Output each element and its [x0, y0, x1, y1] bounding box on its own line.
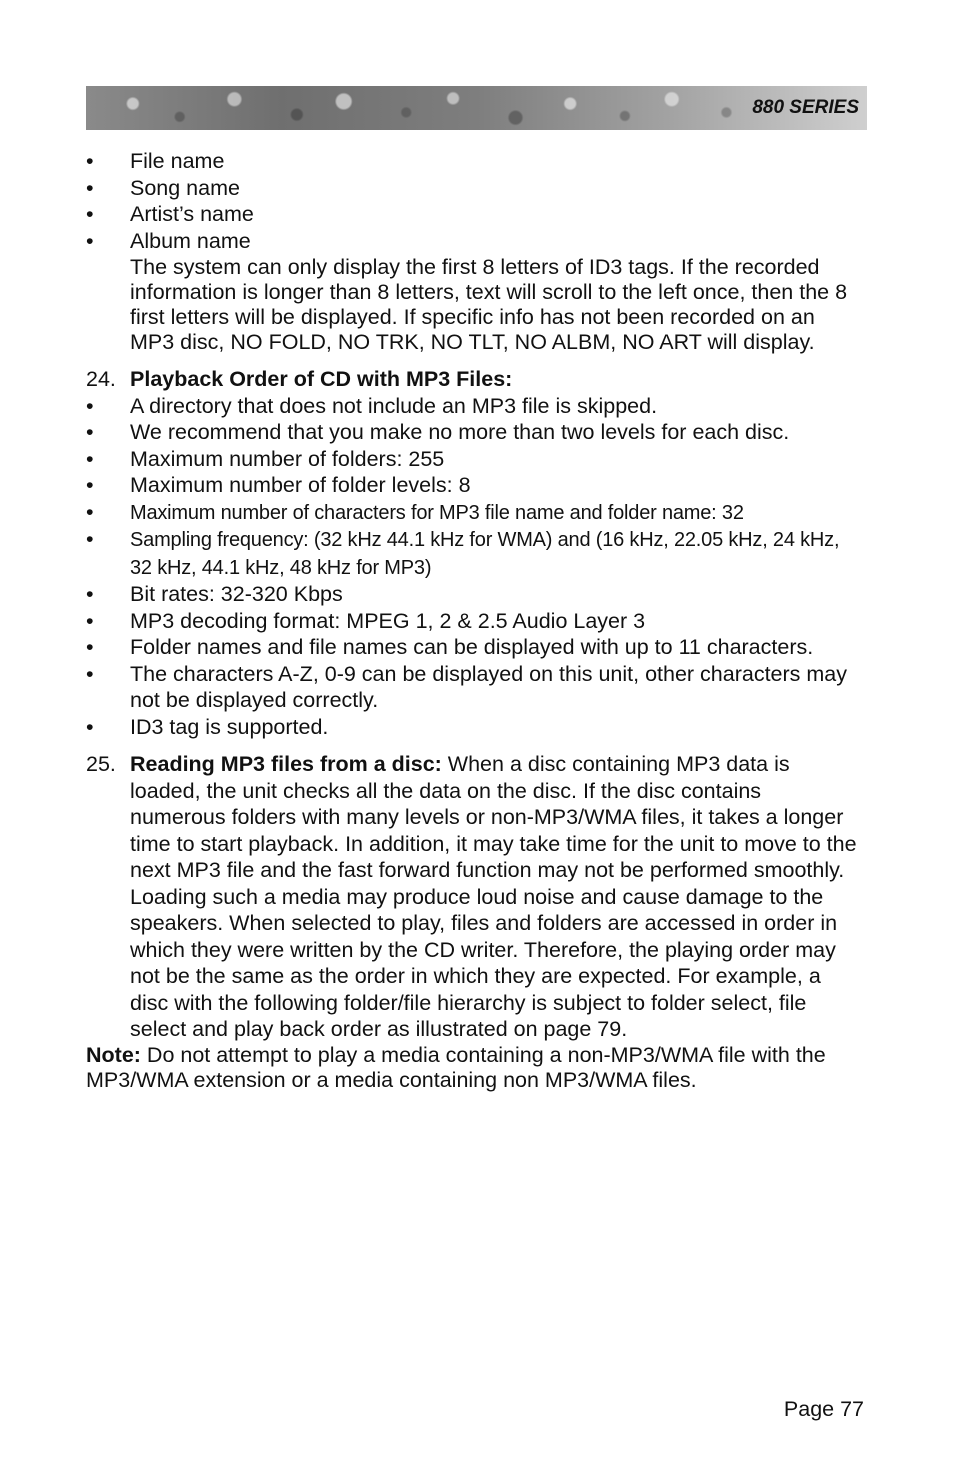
list-item: • ID3 tag is supported.: [86, 714, 329, 739]
bullet-icon: •: [86, 420, 94, 444]
bullet-icon: •: [86, 499, 94, 524]
intro-list: [86, 148, 861, 254]
list-item: • We recommend that you make no more than two levels for each disc.: [86, 420, 790, 444]
section-24-heading: [86, 366, 861, 393]
section-title: Reading MP3 files from a disc:: [130, 752, 442, 776]
bullet-icon: •: [86, 608, 94, 633]
list-item: • Bit rates: 32-320 Kbps: [86, 582, 343, 606]
bullet-icon: •: [86, 473, 94, 497]
bullet-icon: •: [86, 446, 94, 471]
list-item: • Folder names and file names can be displayed with up to 11 characters.: [86, 635, 814, 659]
list-item: • A directory that does not include an MP3 file is skipped.: [86, 393, 658, 418]
list-item: • MP3 decoding format: MPEG 1, 2 & 2.5 Audio Layer 3: [86, 608, 646, 633]
bullet-icon: •: [86, 661, 94, 686]
section-title: Playback Order of CD with MP3 Files:: [130, 367, 513, 391]
bullet-icon: •: [86, 714, 94, 739]
page-number: Page 77: [783, 1397, 864, 1421]
bullet-icon: •: [86, 149, 94, 173]
list-item: • Sampling frequency: (32 kHz 44.1 kHz for WMA) and (16 kHz, 22.05 kHz, 24 kHz, 32 kHz, 44.1 kHz, 48 kHz for MP3): [86, 527, 840, 579]
bullet-icon: •: [86, 202, 94, 226]
bullet-icon: •: [86, 635, 94, 659]
list-item: • Song name: [86, 175, 240, 200]
id3-note-paragraph: The system can only display the first 8 letters of ID3 tags. If the recorded information is longer than 8 letters, text will scroll to the left once, then the 8 first letters will be displayed. If specific info has not been recorded on an MP3 disc, NO FOLD, NO TRK, NO TLT, NO ALBM, NO ART will display.: [130, 255, 848, 354]
section-25-body: When a disc containing MP3 data is loaded, the unit checks all the data on the disc. If the disc contains numerous folders with many levels or non-MP3/WMA files, it takes a longer time to start playback. In addition, it may take time for the unit to move to the next MP3 file and the fast forward function may not be performed smoothly. Loading such a media may produce loud noise and cause damage to the speakers. When selected to play, files and folders are accessed in order in which they were written by the CD writer. Therefore, the playing order may not be the same as the order in which they are expected. For example, a disc with the following folder/file hierarchy is subject to folder select, file select and play back order as illustrated on page 79.: [130, 752, 857, 1041]
series-title: 880 SERIES: [752, 97, 859, 118]
bullet-icon: •: [86, 228, 94, 253]
header-banner: [86, 86, 867, 130]
section-number: 25.: [86, 752, 116, 776]
section-number: 24.: [86, 367, 116, 391]
list-item: • Artist’s name: [86, 202, 254, 226]
bullet-icon: •: [86, 582, 94, 606]
bullet-icon: •: [86, 393, 94, 418]
list-item: • Album name: [86, 228, 251, 253]
list-item: • Maximum number of folder levels: 8: [86, 473, 471, 497]
list-item: • The characters A-Z, 0-9 can be displayed on this unit, other characters may not be displayed correctly.: [86, 661, 848, 712]
section-25: [86, 751, 861, 1043]
page-content: [86, 148, 861, 1093]
list-item: • File name: [86, 149, 225, 173]
list-item: • Maximum number of characters for MP3 file name and folder name: 32: [86, 499, 744, 524]
section-24-list: [86, 393, 861, 741]
bullet-icon: •: [86, 175, 94, 200]
note-text: Do not attempt to play a media containing a non-MP3/WMA file with the MP3/WMA extension or a media containing non MP3/WMA files.: [86, 1042, 826, 1092]
note-paragraph: [86, 1043, 861, 1093]
list-item: • Maximum number of folders: 255: [86, 446, 445, 471]
bullet-icon: •: [86, 527, 94, 551]
note-label: Note:: [86, 1042, 141, 1067]
